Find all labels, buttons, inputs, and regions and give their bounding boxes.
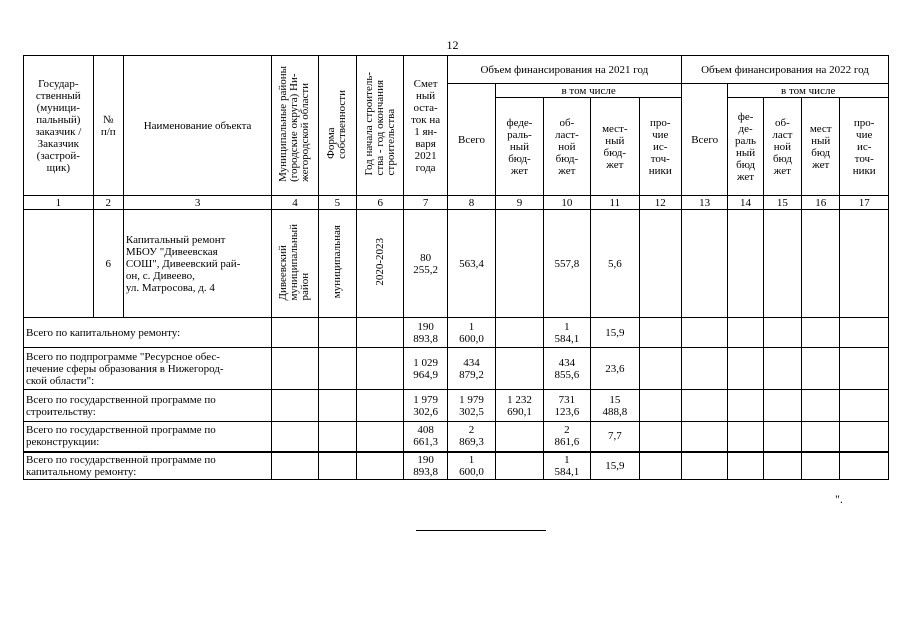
- summary-row: [24, 422, 889, 452]
- summary-label: Всего по капитальному ремонту:: [24, 318, 272, 348]
- col-number: 13: [681, 196, 727, 210]
- header-estimate: Смет ный оста- ток на 1 ян- варя 2021 года: [404, 56, 447, 196]
- column-number-row: [24, 196, 889, 210]
- header-oth-2021: про- чие ис- точ- ники: [639, 98, 681, 196]
- col-number: 7: [404, 196, 447, 210]
- summary-reg: 1 584,1: [543, 318, 590, 348]
- header-years: Год начала строитель- ства - год окончания строительства: [357, 56, 404, 196]
- summary-label: Всего по подпрограмме "Ресурсное обес- печение сферы образования в Нижегород- ской области":: [24, 348, 272, 390]
- summary-total: 1 979 302,5: [447, 390, 495, 422]
- summary-loc: 7,7: [591, 422, 639, 452]
- header-oth-2022: про- чие ис- точ- ники: [840, 98, 889, 196]
- summary-total: 434 879,2: [447, 348, 495, 390]
- header-total-2022: Всего: [681, 84, 727, 196]
- header-fin-2022: Объем финансирования на 2022 год: [681, 56, 888, 84]
- summary-fed: [496, 318, 543, 348]
- header-reg-2022: об- ласт ной бюд жет: [763, 98, 801, 196]
- object-customer: [24, 210, 94, 318]
- header-total-2021: Всего: [447, 84, 495, 196]
- page-number: 12: [446, 38, 459, 52]
- header-loc-2021: мест- ный бюд- жет: [591, 98, 639, 196]
- col-number: 6: [357, 196, 404, 210]
- summary-total: 2 869,3: [447, 422, 495, 452]
- header-reg-2021: об- ласт- ной бюд- жет: [543, 98, 590, 196]
- financing-table: [23, 55, 889, 480]
- header-fed-2021: феде- раль- ный бюд- жет: [496, 98, 543, 196]
- summary-row: [24, 390, 889, 422]
- summary-label: Всего по государственной программе по строительству:: [24, 390, 272, 422]
- header-num: № п/п: [93, 56, 123, 196]
- col-number: 8: [447, 196, 495, 210]
- header-fin-2021: Объем финансирования на 2021 год: [447, 56, 681, 84]
- summary-reg: 2 861,6: [543, 422, 590, 452]
- col-number: 17: [840, 196, 889, 210]
- object-row: [24, 210, 889, 318]
- summary-total: 1 600,0: [447, 452, 495, 480]
- col-number: 10: [543, 196, 590, 210]
- object-total-2021: 563,4: [447, 210, 495, 318]
- summary-loc: 23,6: [591, 348, 639, 390]
- summary-fed: [496, 348, 543, 390]
- summary-estimate: 1 979 302,6: [404, 390, 447, 422]
- summary-row: [24, 318, 889, 348]
- summary-estimate: 190 893,8: [404, 452, 447, 480]
- summary-label: Всего по государственной программе по реконструкции:: [24, 422, 272, 452]
- col-number: 14: [728, 196, 763, 210]
- header-customer: Государ- ственный (муници- пальный) заказчик / Заказчик (застрой- щик): [24, 56, 94, 196]
- header-incl-2022: в том числе: [728, 84, 889, 98]
- object-years: 2020-2023: [357, 210, 404, 318]
- object-district: Дивеевский муниципальный район: [272, 210, 318, 318]
- object-fed-2021: [496, 210, 543, 318]
- header-districts: Муниципальные районы (городские округа) Ни- жегородской области: [272, 56, 318, 196]
- summary-estimate: 1 029 964,9: [404, 348, 447, 390]
- object-reg-2021: 557,8: [543, 210, 590, 318]
- summary-label: Всего по государственной программе по капитальному ремонту:: [24, 452, 272, 480]
- object-num: 6: [93, 210, 123, 318]
- object-ownership: муниципальная: [318, 210, 356, 318]
- summary-fed: [496, 422, 543, 452]
- summary-row: [24, 452, 889, 480]
- summary-estimate: 190 893,8: [404, 318, 447, 348]
- col-number: 11: [591, 196, 639, 210]
- header-ownership: Форма собственности: [318, 56, 356, 196]
- separator-line: [416, 530, 546, 531]
- col-number: 3: [123, 196, 271, 210]
- summary-row: [24, 348, 889, 390]
- col-number: 5: [318, 196, 356, 210]
- summary-loc: 15,9: [591, 452, 639, 480]
- header-incl-2021: в том числе: [496, 84, 682, 98]
- summary-reg: 434 855,6: [543, 348, 590, 390]
- object-estimate: 80 255,2: [404, 210, 447, 318]
- col-number: 9: [496, 196, 543, 210]
- header-loc-2022: мест ный бюд жет: [802, 98, 840, 196]
- col-number: 2: [93, 196, 123, 210]
- header-fed-2022: фе- де- раль ный бюд жет: [728, 98, 763, 196]
- col-number: 4: [272, 196, 318, 210]
- col-number: 16: [802, 196, 840, 210]
- summary-loc: 15 488,8: [591, 390, 639, 422]
- summary-reg: 731 123,6: [543, 390, 590, 422]
- summary-loc: 15,9: [591, 318, 639, 348]
- object-name: Капитальный ремонт МБОУ "Дивеевская СОШ", Дивеевский рай- он, с. Дивеево, ул. Матросова, д. 4: [123, 210, 271, 318]
- col-number: 12: [639, 196, 681, 210]
- summary-fed: 1 232 690,1: [496, 390, 543, 422]
- summary-estimate: 408 661,3: [404, 422, 447, 452]
- summary-total: 1 600,0: [447, 318, 495, 348]
- col-number: 1: [24, 196, 94, 210]
- header-object: Наименование объекта: [123, 56, 271, 196]
- closing-quote-mark: ".: [835, 492, 843, 506]
- object-loc-2021: 5,6: [591, 210, 639, 318]
- col-number: 15: [763, 196, 801, 210]
- summary-reg: 1 584,1: [543, 452, 590, 480]
- summary-fed: [496, 452, 543, 480]
